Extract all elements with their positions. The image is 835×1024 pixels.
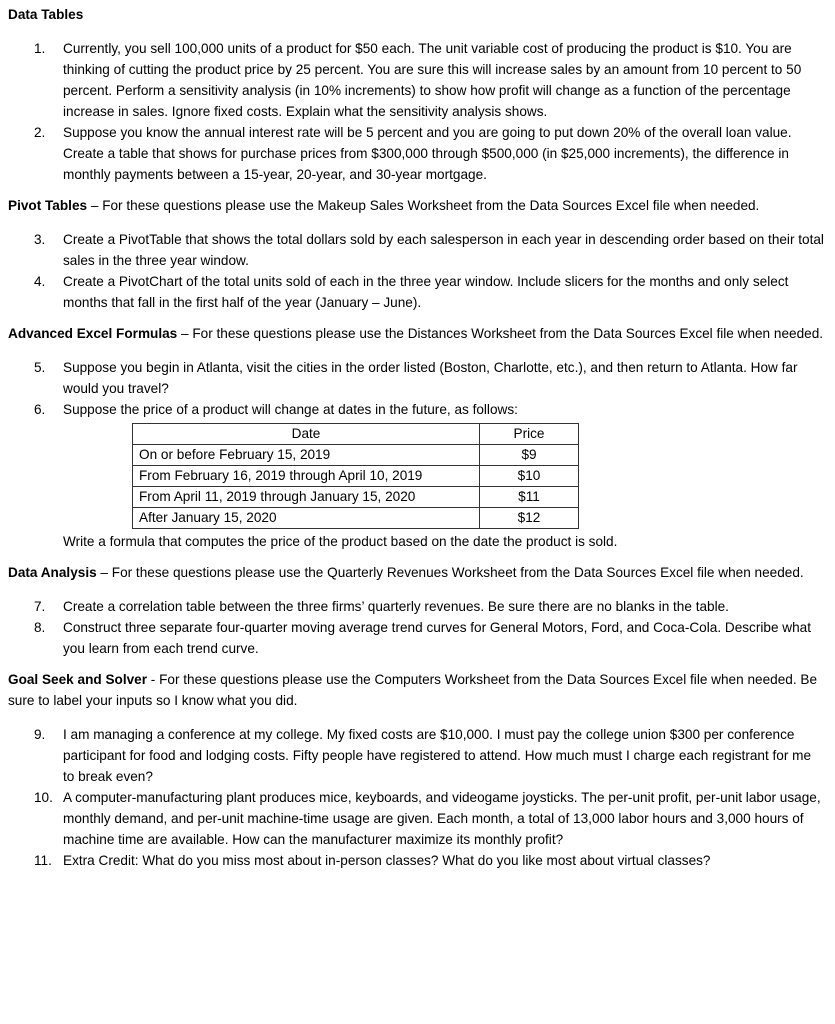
question-5 <box>8 357 826 399</box>
question-11 <box>8 850 826 871</box>
section-heading <box>8 4 826 25</box>
question-list <box>8 38 826 185</box>
question-number: 7. <box>34 599 46 614</box>
question-list <box>8 724 826 871</box>
question-8 <box>8 617 826 659</box>
section-heading <box>8 562 826 583</box>
question-number: 2. <box>34 125 46 140</box>
price-schedule-table <box>132 423 579 529</box>
question-text: Currently, you sell 100,000 units of a product for $50 each. The unit variable cost of producing the product is $10. You are thinking of cutting the product price by 25 percent. You are sure this will increase sales by an amount from 10 percent to 50 percent. Perform a sensitivity analysis (in 10% increments) to show how profit will change as a function of the percentage increase in sales. Ignore fixed costs. Explain what the sensitivity analysis shows. <box>63 41 802 119</box>
question-text: Create a PivotTable that shows the total dollars sold by each salesperson in each year in descending order based on their total sales in the three year window. <box>63 232 824 268</box>
question-list <box>8 596 826 659</box>
question-number: 1. <box>34 41 46 56</box>
section-intro: – For these questions please use the Makeup Sales Worksheet from the Data Sources Excel file when needed. <box>87 198 760 213</box>
question-2 <box>8 122 826 185</box>
price-cell: $12 <box>480 508 579 529</box>
question-text: Extra Credit: What do you miss most about in-person classes? What do you like most about virtual classes? <box>63 853 711 868</box>
column-header-price: Price <box>480 424 579 445</box>
section-heading <box>8 195 826 216</box>
date-cell: From February 16, 2019 through April 10, 2019 <box>133 466 480 487</box>
section-title: Goal Seek and Solver <box>8 672 148 687</box>
question-7 <box>8 596 826 617</box>
section-pivot-tables <box>8 195 826 313</box>
question-6 <box>8 399 826 420</box>
section-heading <box>8 669 826 711</box>
question-text: A computer-manufacturing plant produces mice, keyboards, and videogame joysticks. The per-unit profit, per-unit labor usage, monthly demand, and per-unit machine-time usage are given. Each month, a total of 13,000 labor hours and 3,000 hours of machine time are available. How can the manufacturer maximize its monthly profit? <box>63 790 821 847</box>
section-data-analysis <box>8 562 826 659</box>
question-4 <box>8 271 826 313</box>
column-header-date: Date <box>133 424 480 445</box>
table-row <box>133 487 579 508</box>
question-3 <box>8 229 826 271</box>
question-10 <box>8 787 826 850</box>
question-number: 3. <box>34 232 46 247</box>
price-cell: $11 <box>480 487 579 508</box>
question-1 <box>8 38 826 122</box>
section-heading <box>8 323 826 344</box>
table-header-row <box>133 424 579 445</box>
question-number: 11. <box>34 853 52 868</box>
question-number: 9. <box>34 727 46 742</box>
section-goal-seek-solver <box>8 669 826 871</box>
date-cell: On or before February 15, 2019 <box>133 445 480 466</box>
question-text: Create a correlation table between the three firms’ quarterly revenues. Be sure there are no blanks in the table. <box>63 599 729 614</box>
question-number: 4. <box>34 274 46 289</box>
question-6-followup: Write a formula that computes the price of the product based on the date the product is sold. <box>63 534 618 549</box>
question-text: Suppose the price of a product will change at dates in the future, as follows: <box>63 402 518 417</box>
question-text: Suppose you know the annual interest rate will be 5 percent and you are going to put down 20% of the overall loan value. Create a table that shows for purchase prices from $300,000 through $500,000 (in $25,000 increments), the difference in monthly payments between a 15-year, 20-year, and 30-year mortgage. <box>63 125 792 182</box>
question-text: Suppose you begin in Atlanta, visit the cities in the order listed (Boston, Charlotte, etc.), and then return to Atlanta. How far would you travel? <box>63 360 798 396</box>
question-text: I am managing a conference at my college. My fixed costs are $10,000. I must pay the college union $300 per conference participant for food and lodging costs. Fifty people have registered to attend. How much must I charge each registrant for me to break even? <box>63 727 812 784</box>
table-row <box>133 508 579 529</box>
section-title: Pivot Tables <box>8 198 88 213</box>
table-row <box>133 466 579 487</box>
question-text: Create a PivotChart of the total units sold of each in the three year window. Include slicers for the months and only select months that fall in the first half of the year (January – June). <box>63 274 789 310</box>
date-cell: After January 15, 2020 <box>133 508 480 529</box>
question-list <box>8 229 826 313</box>
section-advanced-formulas <box>8 323 826 552</box>
section-title: Data Tables <box>8 7 84 22</box>
date-cell: From April 11, 2019 through January 15, 2020 <box>133 487 480 508</box>
question-text: Construct three separate four-quarter moving average trend curves for General Motors, Ford, and Coca-Cola. Describe what you learn from each trend curve. <box>63 620 812 656</box>
price-cell: $9 <box>480 445 579 466</box>
question-number: 10. <box>34 790 53 805</box>
question-number: 5. <box>34 360 46 375</box>
section-intro: – For these questions please use the Distances Worksheet from the Data Sources Excel file when needed. <box>177 326 824 341</box>
table-row <box>133 445 579 466</box>
question-list <box>8 357 826 420</box>
section-intro: – For these questions please use the Quarterly Revenues Worksheet from the Data Sources Excel file when needed. <box>96 565 804 580</box>
question-9 <box>8 724 826 787</box>
section-intro: - For these questions please use the Computers Worksheet from the Data Sources Excel file when needed. Be sure to label your inputs so I know what you did. <box>8 672 818 708</box>
section-data-tables <box>8 4 826 185</box>
price-cell: $10 <box>480 466 579 487</box>
question-number: 6. <box>34 402 46 417</box>
section-title: Advanced Excel Formulas <box>8 326 178 341</box>
question-number: 8. <box>34 620 46 635</box>
section-title: Data Analysis <box>8 565 97 580</box>
